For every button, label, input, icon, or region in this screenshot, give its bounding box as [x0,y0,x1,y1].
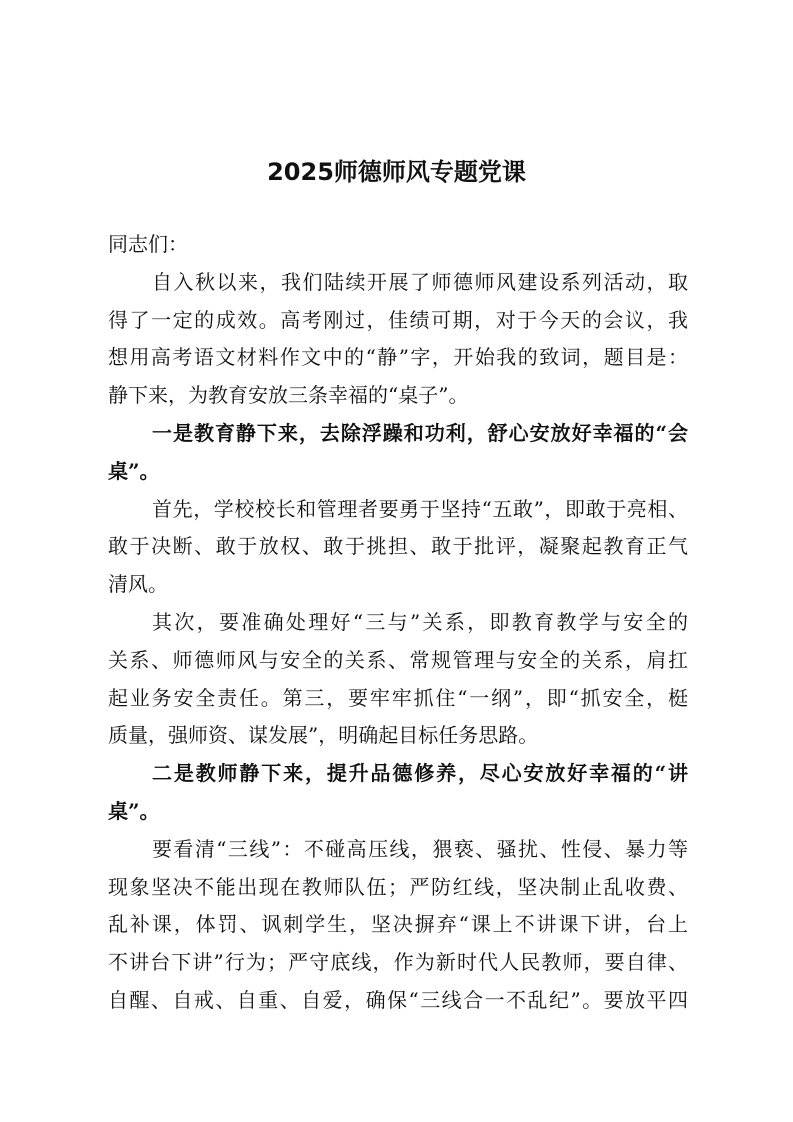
text-line: 清风。 [108,572,168,597]
text-line: 自醒、自戒、自重、自爱，确保“三线合一不乱纪”。要放平四 [108,987,688,1012]
text-line: 静下来，为教育安放三条幸福的“桌子”。 [108,383,469,408]
text-line: 二是教师静下来，提升品德修养，尽心安放好幸福的“讲 [152,761,688,786]
paragraph [108,491,688,604]
paragraph [108,264,688,415]
text-line: 同志们： [108,232,188,256]
text-line: 现象坚决不能出现在教师队伍；严防红线，坚决制止乱收费、 [108,874,688,899]
text-line: 自入秋以来，我们陆续开展了师德师风建设系列活动，取 [152,269,688,294]
text-line: 敢于决断、敢于放权、敢于挑担、敢于批评，凝聚起教育正气 [108,534,688,559]
section-heading [108,755,688,831]
text-line: 一是教育静下来，去除浮躁和功利，舒心安放好幸福的“会 [152,420,688,445]
text-line: 首先，学校校长和管理者要勇于坚持“五敢”，即敢于亮相、 [152,496,688,521]
document-body [108,226,688,1020]
text-line: 要看清“三线”：不碰高压线，猥亵、骚扰、性侵、暴力等 [152,836,688,861]
text-line: 不讲台下讲”行为；严守底线，作为新时代人民教师，要自律、 [108,950,688,975]
paragraph [108,604,688,755]
text-line: 桌”。 [108,458,160,483]
text-line: 想用高考语文材料作文中的“静”字，开始我的致词，题目是： [108,345,688,370]
text-line: 桌”。 [108,798,160,823]
text-line: 其次，要准确处理好“三与”关系，即教育教学与安全的 [152,609,688,634]
paragraph [108,831,688,1020]
text-line: 质量，强师资、谋发展”，明确起目标任务思路。 [108,723,539,748]
text-line: 得了一定的成效。高考刚过，佳绩可期，对于今天的会议，我 [108,307,688,332]
text-line: 关系、师德师风与安全的关系、常规管理与安全的关系，肩扛 [108,647,688,672]
paragraph [108,226,688,264]
document-title: 2025师德师风专题党课 [267,158,526,186]
section-heading [108,415,688,491]
text-line: 乱补课，体罚、讽刺学生，坚决摒弃“课上不讲课下讲，台上 [108,912,688,937]
text-line: 起业务安全责任。第三，要牢牢抓住“一纲”，即“抓安全，梃 [108,685,688,710]
